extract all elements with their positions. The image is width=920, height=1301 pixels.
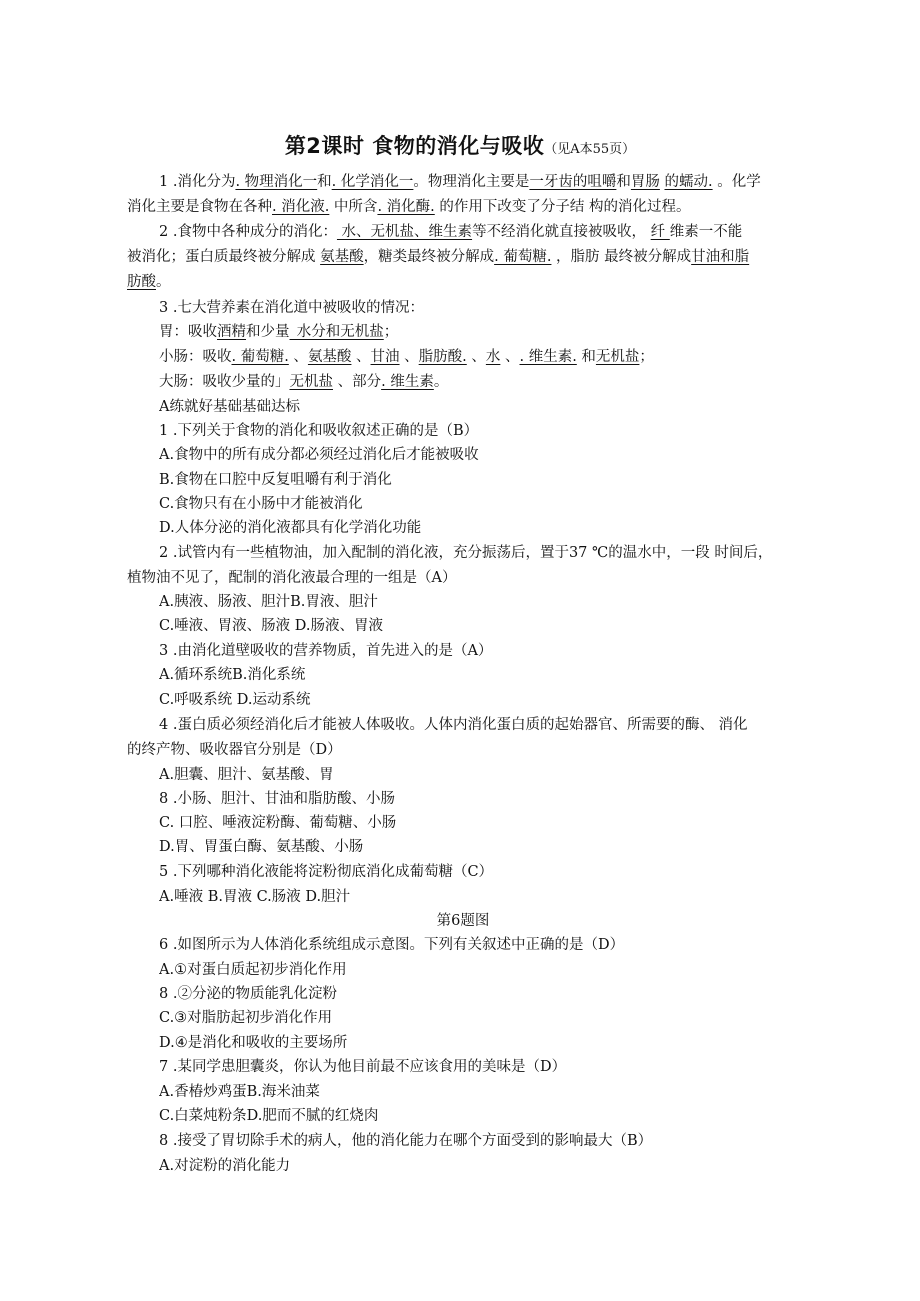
- text-line: [159, 1031, 799, 1052]
- text-line: [159, 590, 799, 611]
- text-run: D.④是消化和吸收的主要场所: [159, 1035, 348, 1051]
- answer-blank: 氨基酸: [320, 249, 364, 265]
- text-run: C. 口腔、唾液淀粉酶、葡萄糖、小肠: [159, 815, 397, 831]
- text-run: 和: [317, 174, 332, 190]
- text-run: 7 .某同学患胆囊炎，你认为他目前最不应该食用的美味是（D）: [159, 1059, 567, 1075]
- text-run: 维素一不能: [669, 224, 743, 240]
- answer-blank: 甘油: [370, 349, 400, 365]
- text-line: [159, 1129, 799, 1150]
- text-run: A.①对蛋白质起初步消化作用: [159, 962, 347, 978]
- text-line: [159, 395, 799, 416]
- answer-blank: . 葡萄糖.: [494, 249, 552, 265]
- text-run: 消化主要是食物在各种: [127, 199, 272, 215]
- text-line: [159, 713, 799, 734]
- text-run: 、: [351, 349, 371, 365]
- answer-blank: . 化学消化一: [331, 174, 414, 190]
- text-run: C.白菜炖粉条D.肥而不腻的红烧肉: [159, 1108, 379, 1124]
- text-line: [127, 245, 799, 266]
- answer-blank: 脂肪酸.: [418, 349, 467, 365]
- text-run: D.胃、胃蛋白酶、氨基酸、小肠: [159, 839, 364, 855]
- text-run: 、部分: [333, 374, 382, 390]
- text-run: 2 .试管内有一些植物油，加入配制的消化液，充分振荡后，置于37 ℃的温水中，一段 时间后，: [159, 545, 773, 561]
- text-run: C.唾液、胃液、肠液 D.肠液、胃液: [159, 618, 384, 634]
- text-line: [159, 614, 799, 635]
- text-line: [159, 1154, 799, 1175]
- text-run: 小肠：吸收: [159, 349, 232, 365]
- text-run: A.胰液、肠液、胆汁B.胃液、胆汁: [159, 594, 378, 610]
- text-line: [159, 443, 799, 464]
- answer-blank: 胃肠: [630, 174, 660, 190]
- answer-blank: 甘油和脂: [691, 249, 750, 265]
- text-line: [159, 688, 799, 709]
- text-line: [159, 320, 799, 341]
- text-run: 、: [500, 349, 520, 365]
- text-run: 3 .由消化道壁吸收的营养物质，首先进入的是（A）: [159, 643, 493, 659]
- text-run: C.食物只有在小肠中才能被消化: [159, 496, 363, 512]
- text-run: A.唾液 B.胃液 C.肠液 D.胆汁: [159, 889, 351, 905]
- text-line: [159, 419, 799, 440]
- text-line: [159, 1055, 799, 1076]
- text-run: 。: [156, 274, 171, 290]
- text-line: [127, 270, 799, 291]
- text-line: [159, 639, 799, 660]
- lesson-title: [0, 130, 920, 160]
- text-run: 第6题图: [436, 913, 490, 929]
- text-line: [159, 370, 799, 391]
- text-run: C.③对脂肪起初步消化作用: [159, 1010, 333, 1026]
- text-run: 8 .②分泌的物质能乳化淀粉: [159, 986, 337, 1002]
- text-run: 、: [399, 349, 419, 365]
- text-line: [127, 566, 799, 587]
- text-line: [159, 982, 799, 1003]
- text-run: 的终产物、吸收器官分别是（D）: [127, 742, 342, 758]
- answer-blank: . 葡萄糖.: [231, 349, 289, 365]
- text-line: [159, 958, 799, 979]
- text-run: ；: [383, 324, 399, 340]
- title-page-reference: （见A本55页）: [544, 142, 636, 157]
- text-line: [159, 860, 799, 881]
- text-run: 。物理消化主要是: [413, 174, 530, 190]
- text-run: 6 .如图所示为人体消化系统组成示意图。下列有关叙述中正确的是（D）: [159, 937, 625, 953]
- text-run: 。化学: [712, 174, 761, 190]
- text-run: A练就好基础基础达标: [159, 399, 300, 415]
- answer-blank: 无机盐: [595, 349, 640, 365]
- text-line: [159, 933, 799, 954]
- text-run: B.食物在口腔中反复咀嚼有利于消化: [159, 472, 392, 488]
- text-line: [127, 738, 799, 759]
- answer-blank: . 物理消化一: [235, 174, 318, 190]
- text-line: [159, 885, 799, 906]
- text-line: [159, 468, 799, 489]
- answer-blank: 酒精: [217, 324, 246, 340]
- answer-blank: 氨基酸: [307, 349, 352, 365]
- text-run: A.香椿炒鸡蛋B.海米油菜: [159, 1084, 320, 1100]
- text-line: [159, 296, 799, 317]
- text-run: 1 .消化分为: [159, 174, 236, 190]
- text-line: [159, 345, 799, 366]
- text-line: [159, 787, 799, 808]
- text-run: 8 .接受了胃切除手术的病人，他的消化能力在哪个方面受到的影响最大（B）: [159, 1133, 653, 1149]
- text-run: A.对淀粉的消化能力: [159, 1158, 291, 1174]
- text-run: A.食物中的所有成分都必须经过消化后才能被吸收: [159, 447, 479, 463]
- text-run: 1 .下列关于食物的消化和吸收叙述正确的是（B）: [159, 423, 479, 439]
- text-run: 8 .小肠、胆汁、甘油和脂肪酸、小肠: [159, 791, 395, 807]
- text-line: [159, 1080, 799, 1101]
- answer-blank: 无机盐: [289, 374, 333, 390]
- answer-blank: 水: [485, 349, 501, 365]
- text-run: 被消化；蛋白质最终被分解成: [127, 249, 321, 265]
- title-main: 第2课时 食物的消化与吸收: [284, 134, 545, 158]
- text-run: 植物油不见了，配制的消化液最合理的一组是（A）: [127, 570, 457, 586]
- text-run: 中所含: [329, 199, 378, 215]
- text-run: A.胆囊、胆汁、氨基酸、胃: [159, 767, 334, 783]
- text-line: [159, 1104, 799, 1125]
- answer-blank: 水、无机盐、维生素: [336, 224, 473, 240]
- text-line: [159, 541, 799, 562]
- answer-blank: . 消化液.: [272, 199, 330, 215]
- text-line: [159, 516, 799, 537]
- text-run: 大肠：吸收少量的」: [159, 374, 290, 390]
- text-run: 胃：吸收: [159, 324, 217, 340]
- answer-blank: 一牙齿的咀嚼: [529, 174, 617, 190]
- text-run: 5 .下列哪种消化液能将淀粉彻底消化成葡萄糖（C）: [159, 864, 494, 880]
- text-run: 、: [466, 349, 486, 365]
- text-run: 4 .蛋白质必须经消化后才能被人体吸收。人体内消化蛋白质的起始器官、所需要的酶、 消化: [159, 717, 748, 733]
- text-run: 和少量: [246, 324, 290, 340]
- text-run: 2 .食物中各种成分的消化：: [159, 224, 337, 240]
- text-run: 。: [433, 374, 449, 390]
- text-line: [159, 763, 799, 784]
- text-run: 的作用下改变了分子结 构的消化过程。: [434, 199, 691, 215]
- text-line: [159, 811, 799, 832]
- answer-blank: 纤: [650, 224, 670, 240]
- text-line: [159, 492, 799, 513]
- figure-caption: [127, 909, 799, 930]
- text-run: 、: [288, 349, 308, 365]
- text-run: C.呼吸系统 D.运动系统: [159, 692, 311, 708]
- text-run: ，糖类最终被分解成: [363, 249, 495, 265]
- text-run: A.循环系统B.消化系统: [159, 667, 306, 683]
- answer-blank: . 维生素.: [519, 349, 577, 365]
- text-run: ，脂肪 最终被分解成: [551, 249, 692, 265]
- answer-blank: _水分和无机盐: [289, 324, 384, 340]
- text-line: [159, 170, 799, 191]
- text-line: [127, 195, 799, 216]
- text-run: 和: [576, 349, 596, 365]
- text-line: [159, 663, 799, 684]
- text-line: [159, 1006, 799, 1027]
- answer-blank: 肪酸: [127, 274, 156, 290]
- answer-blank: 的蠕动.: [664, 174, 713, 190]
- text-run: D.人体分泌的消化液都具有化学消化功能: [159, 520, 422, 536]
- text-line: [159, 835, 799, 856]
- answer-blank: . 消化酶.: [377, 199, 435, 215]
- text-line: [159, 220, 799, 241]
- text-run: ；: [639, 349, 654, 365]
- text-run: 3 .七大营养素在消化道中被吸收的情况：: [159, 300, 424, 316]
- answer-blank: . 维生素: [381, 374, 434, 390]
- text-run: 和: [616, 174, 631, 190]
- text-run: 等不经消化就直接被吸收，: [472, 224, 651, 240]
